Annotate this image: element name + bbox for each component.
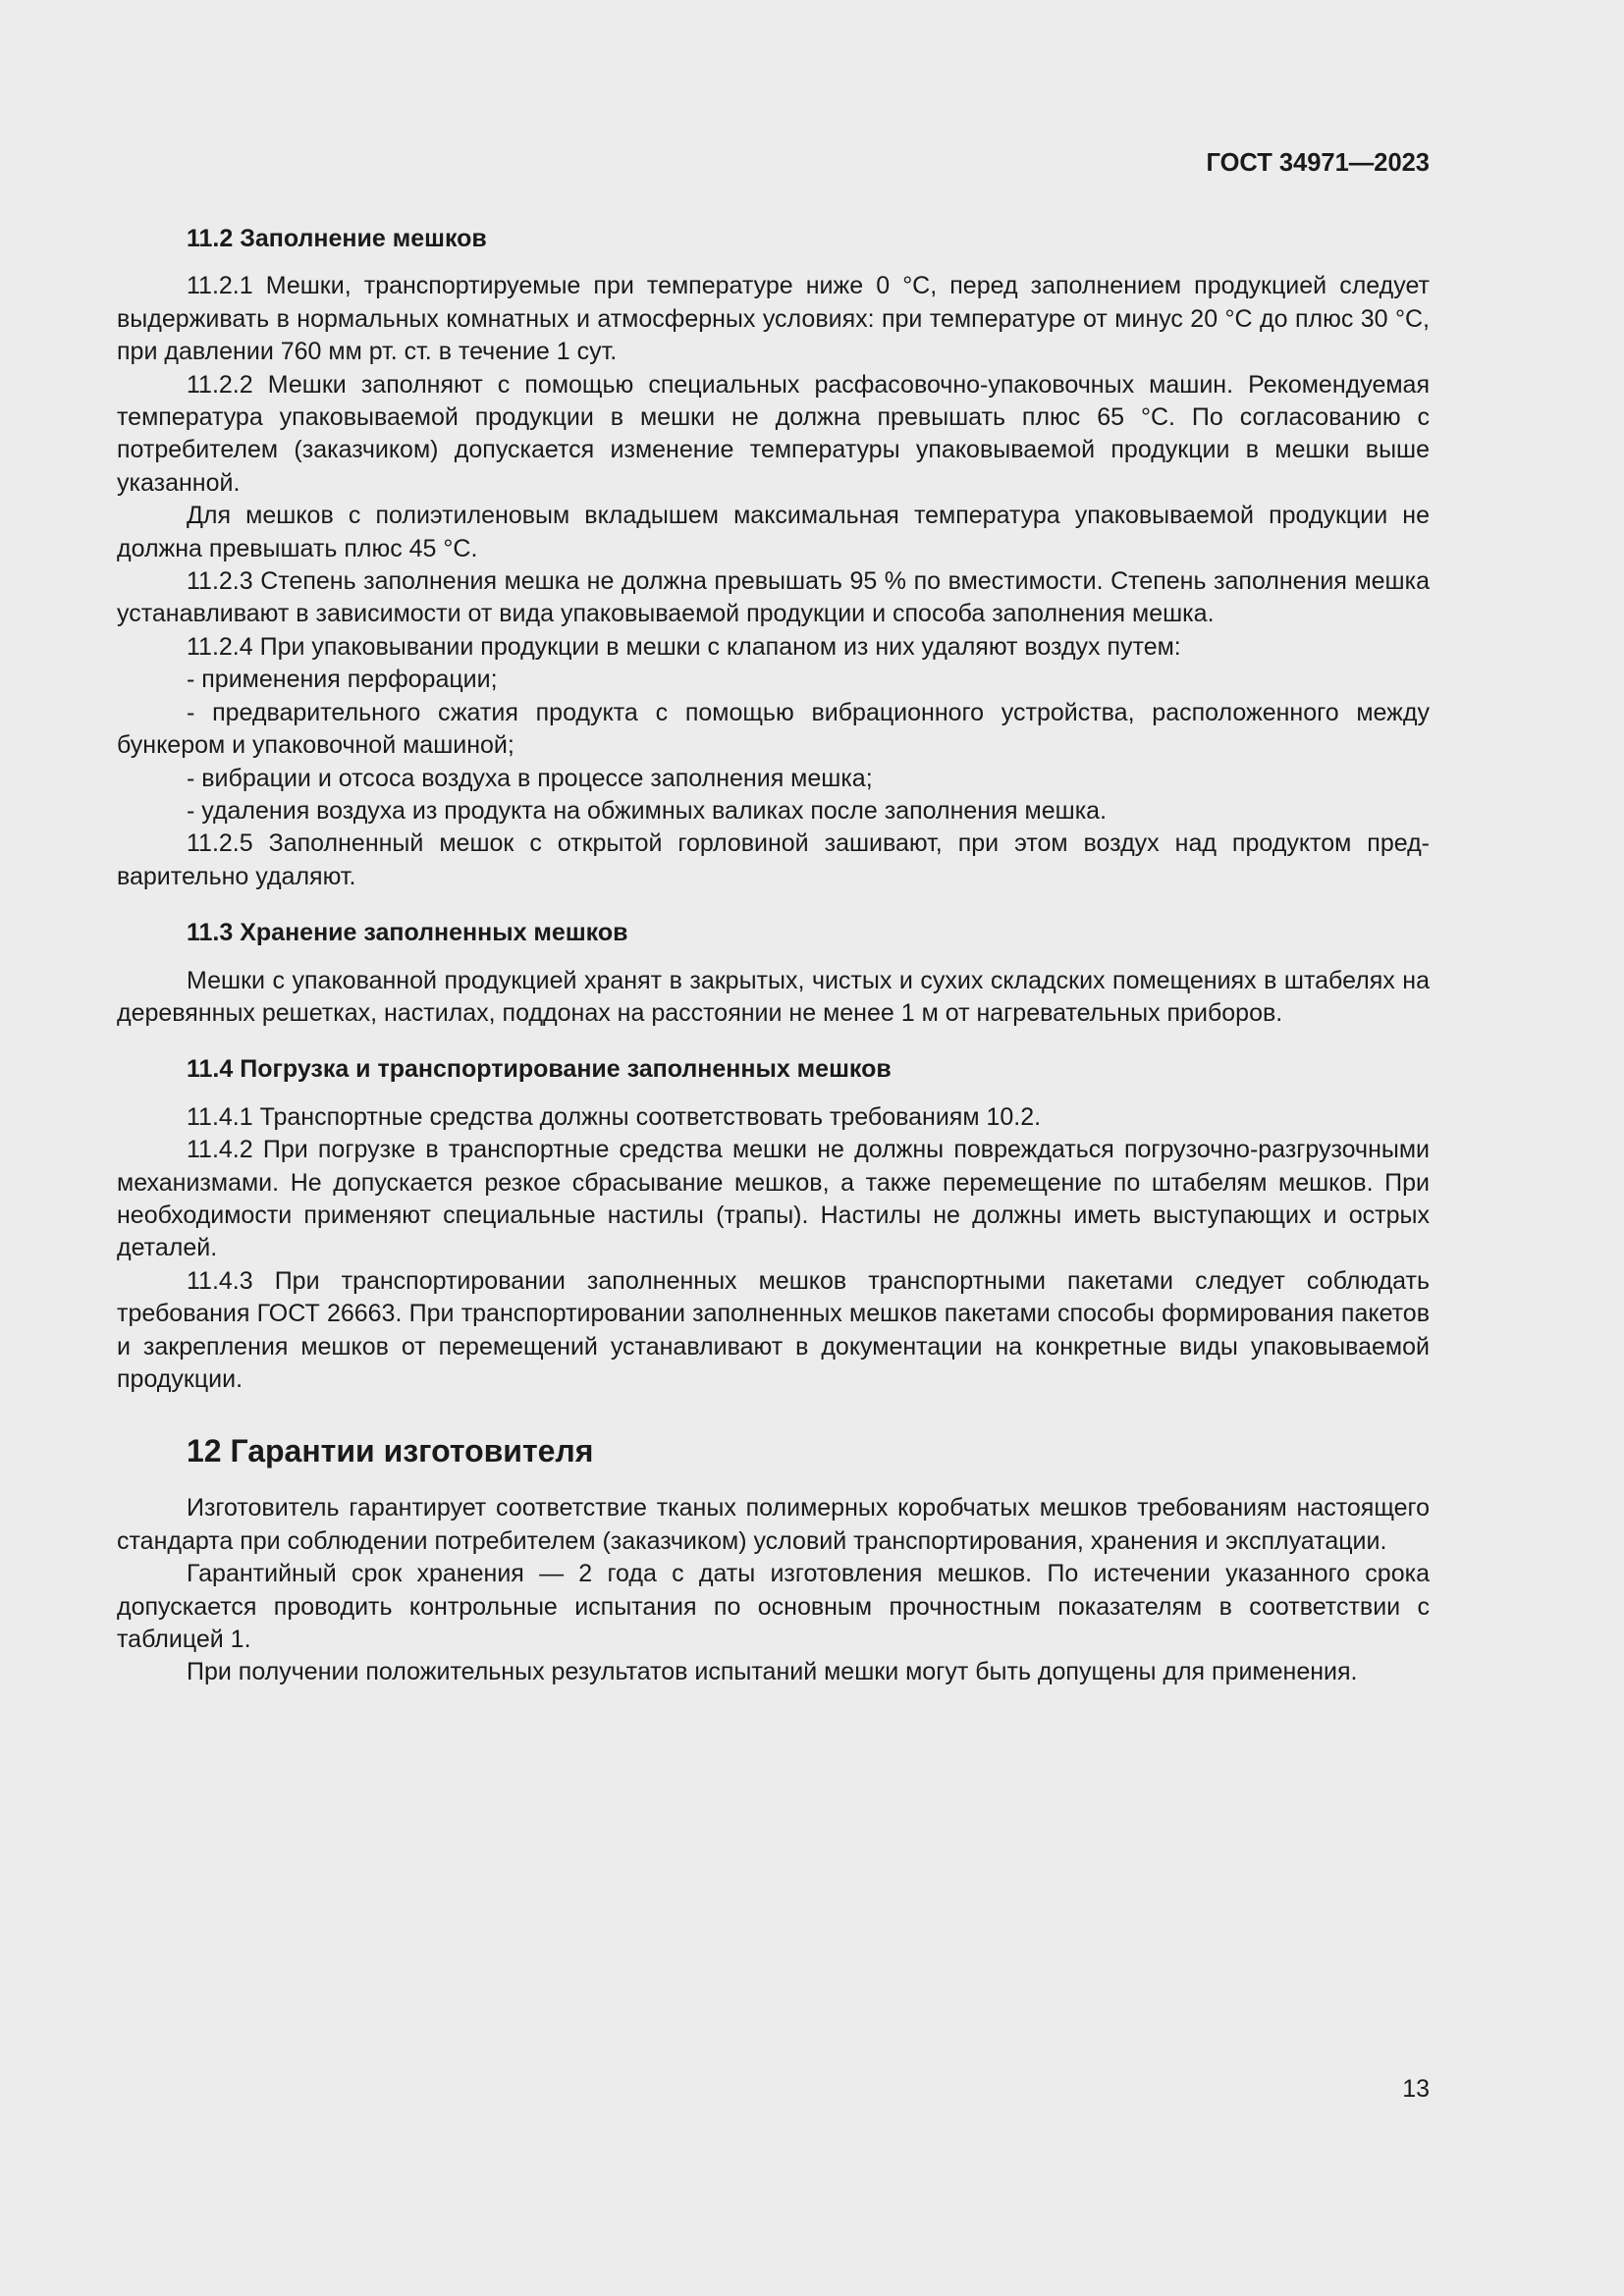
paragraph-11-2-5: 11.2.5 Заполненный мешок с открытой горловиной зашивают, при этом воздух над продуктом предварительно удаляют. (117, 829, 1430, 890)
list-item-precompression: - предварительного сжатия продукта с помощью вибрационного устройства, расположенного между бункером и упаковочной машиной; (117, 698, 1430, 760)
paragraph-11-2-3: 11.2.3 Степень заполнения мешка не должна превышать 95 % по вместимости. Степень заполнения мешка устанавливают в зависимости от вида упаковываемой продукции и способа заполнения мешка. (117, 567, 1430, 628)
paragraph-12-positive-results: При получении положительных результатов испытаний мешки могут быть допущены для применения. (187, 1658, 1358, 1686)
section-heading-11-4: 11.4 Погрузка и транспортирование заполненных мешков (187, 1055, 892, 1084)
paragraph-11-3: Мешки с упакованной продукцией хранят в закрытых, чистых и сухих складских помещениях в штабелях на деревянных решетках, настилах, поддонах на расстоянии не менее 1 м от нагревательных приборов. (117, 966, 1430, 1027)
chapter-heading-12: 12 Гарантии изготовителя (187, 1433, 594, 1469)
paragraph-11-2-1: 11.2.1 Мешки, транспортируемые при температуре ниже 0 °С, перед заполнением продукцией следует выдерживать в нормальных комнатных и атмосферных условиях: при температуре от минус 20 °С до плюс 30 °С, при давлении 760 мм рт. ст. в течение 1 сут. (117, 272, 1430, 366)
list-item-rollers: - удаления воздуха из продукта на обжимных валиках после заполнения мешка. (187, 796, 1108, 825)
paragraph-11-2-4: 11.2.4 При упаковывании продукции в мешки с клапаном из них удаляют воздух путем: (187, 632, 1181, 661)
paragraph-12-shelf-life: Гарантийный срок хранения — 2 года с даты изготовления мешков. По истечении указанного срока допускается проводить контрольные испытания по основным прочностным показателям в соответствии с таблицей 1. (117, 1560, 1430, 1654)
paragraph-11-4-1: 11.4.1 Транспортные средства должны соответствовать требованиям 10.2. (187, 1102, 1042, 1131)
paragraph-12-warranty: Изготовитель гарантирует соответствие тканых полимерных коробчатых мешков требованиям настоящего стандарта при соблюдении потребителем (заказчиком) условий транспортирования, хранения и эксплуатации. (117, 1494, 1430, 1555)
paragraph-polyethylene-liner: Для мешков с полиэтиленовым вкладышем максимальная температура упаковываемой продукции не должна превышать плюс 45 °С. (117, 502, 1430, 562)
page-number: 13 (1402, 2075, 1430, 2103)
paragraph-11-4-2: 11.4.2 При погрузке в транспортные средства мешки не должны повреждаться погрузочно-разгрузочными механизмами. Не допускается резкое сбрасывание мешков, а также перемещение по штабелям мешков. При необходимости применяют специальные настилы (трапы). Настилы не должны иметь выступающих и острых деталей. (117, 1136, 1430, 1262)
paragraph-11-4-3: 11.4.3 При транспортировании заполненных мешков транспортными пакетами следует соблюдать требования ГОСТ 26663. При транспортировании заполненных мешков пакетами способы формирования пакетов и закрепления мешков от перемещений устанавливают в документации на конкретные виды упаковываемой продукции. (117, 1266, 1430, 1393)
list-item-vibration: - вибрации и отсоса воздуха в процессе заполнения мешка; (187, 764, 873, 792)
list-item-perforation: - применения перфорации; (187, 666, 498, 694)
document-id-header: ГОСТ 34971—2023 (1206, 149, 1430, 177)
document-body (117, 223, 1430, 1689)
section-heading-11-3: 11.3 Хранение заполненных мешков (187, 919, 628, 947)
paragraph-11-2-2: 11.2.2 Мешки заполняют с помощью специальных расфасовочно-упаковочных машин. Рекомендуемая температура упаковываемой продукции в мешки не должна превышать плюс 65 °С. По согласованию с потребителем (заказчиком) допускается изменение температуры упаковываемой продукции в мешки выше указанной. (117, 370, 1430, 497)
section-heading-11-2: 11.2 Заполнение мешков (187, 225, 487, 252)
